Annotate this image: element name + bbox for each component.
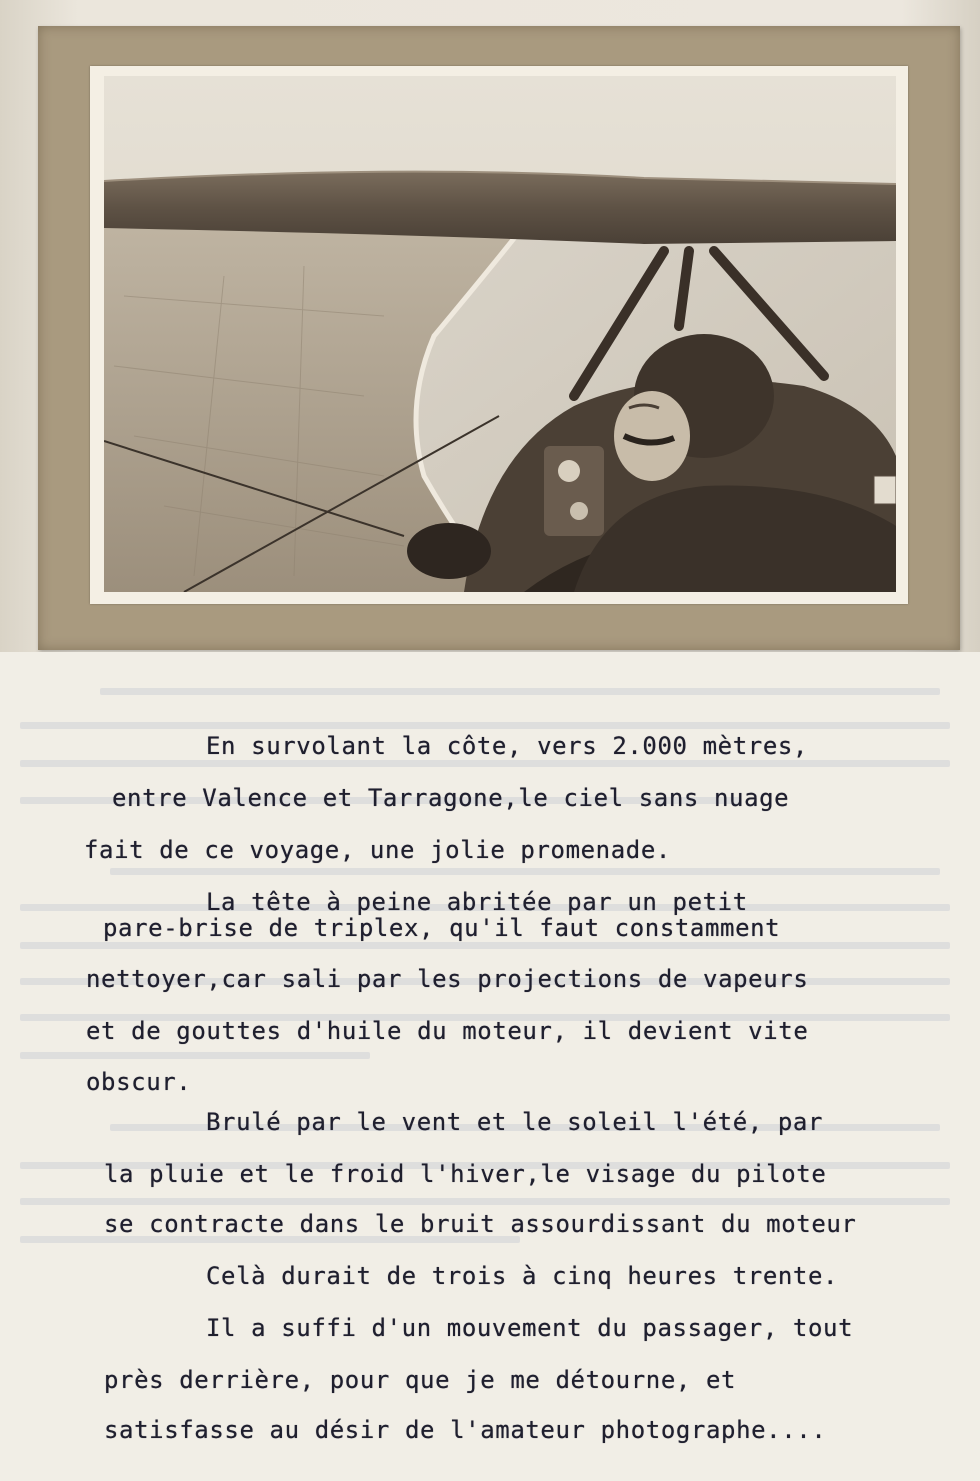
text-line: Celà durait de trois à cinq heures trente.	[206, 1262, 839, 1290]
text-line: Brulé par le vent et le soleil l'été, par	[206, 1108, 824, 1136]
text-line: près derrière, pour que je me détourne, et	[104, 1366, 737, 1394]
text-line: entre Valence et Tarragone,le ciel sans nuage	[112, 784, 790, 812]
text-line: nettoyer,car sali par les projections de vapeurs	[86, 965, 809, 993]
text-line: la pluie et le froid l'hiver,le visage du pilote	[104, 1160, 827, 1188]
pilot-glove	[407, 523, 491, 579]
text-line: En survolant la côte, vers 2.000 mètres,	[206, 732, 808, 760]
aerial-photo-illustration	[104, 76, 896, 592]
text-line: Il a suffi d'un mouvement du passager, tout	[206, 1314, 854, 1342]
aerial-photograph	[104, 76, 896, 592]
text-line: obscur.	[86, 1068, 192, 1096]
text-line: pare-brise de triplex, qu'il faut constamment	[103, 914, 781, 942]
text-line: La tête à peine abritée par un petit	[206, 888, 748, 916]
text-line: se contracte dans le bruit assourdissant du moteur	[104, 1210, 857, 1238]
typewritten-caption	[0, 652, 980, 1481]
text-line: et de gouttes d'huile du moteur, il devient vite	[86, 1017, 809, 1045]
text-line: fait de ce voyage, une jolie promenade.	[84, 836, 671, 864]
text-line: satisfasse au désir de l'amateur photographe....	[104, 1416, 827, 1444]
instrument-panel	[544, 446, 604, 536]
